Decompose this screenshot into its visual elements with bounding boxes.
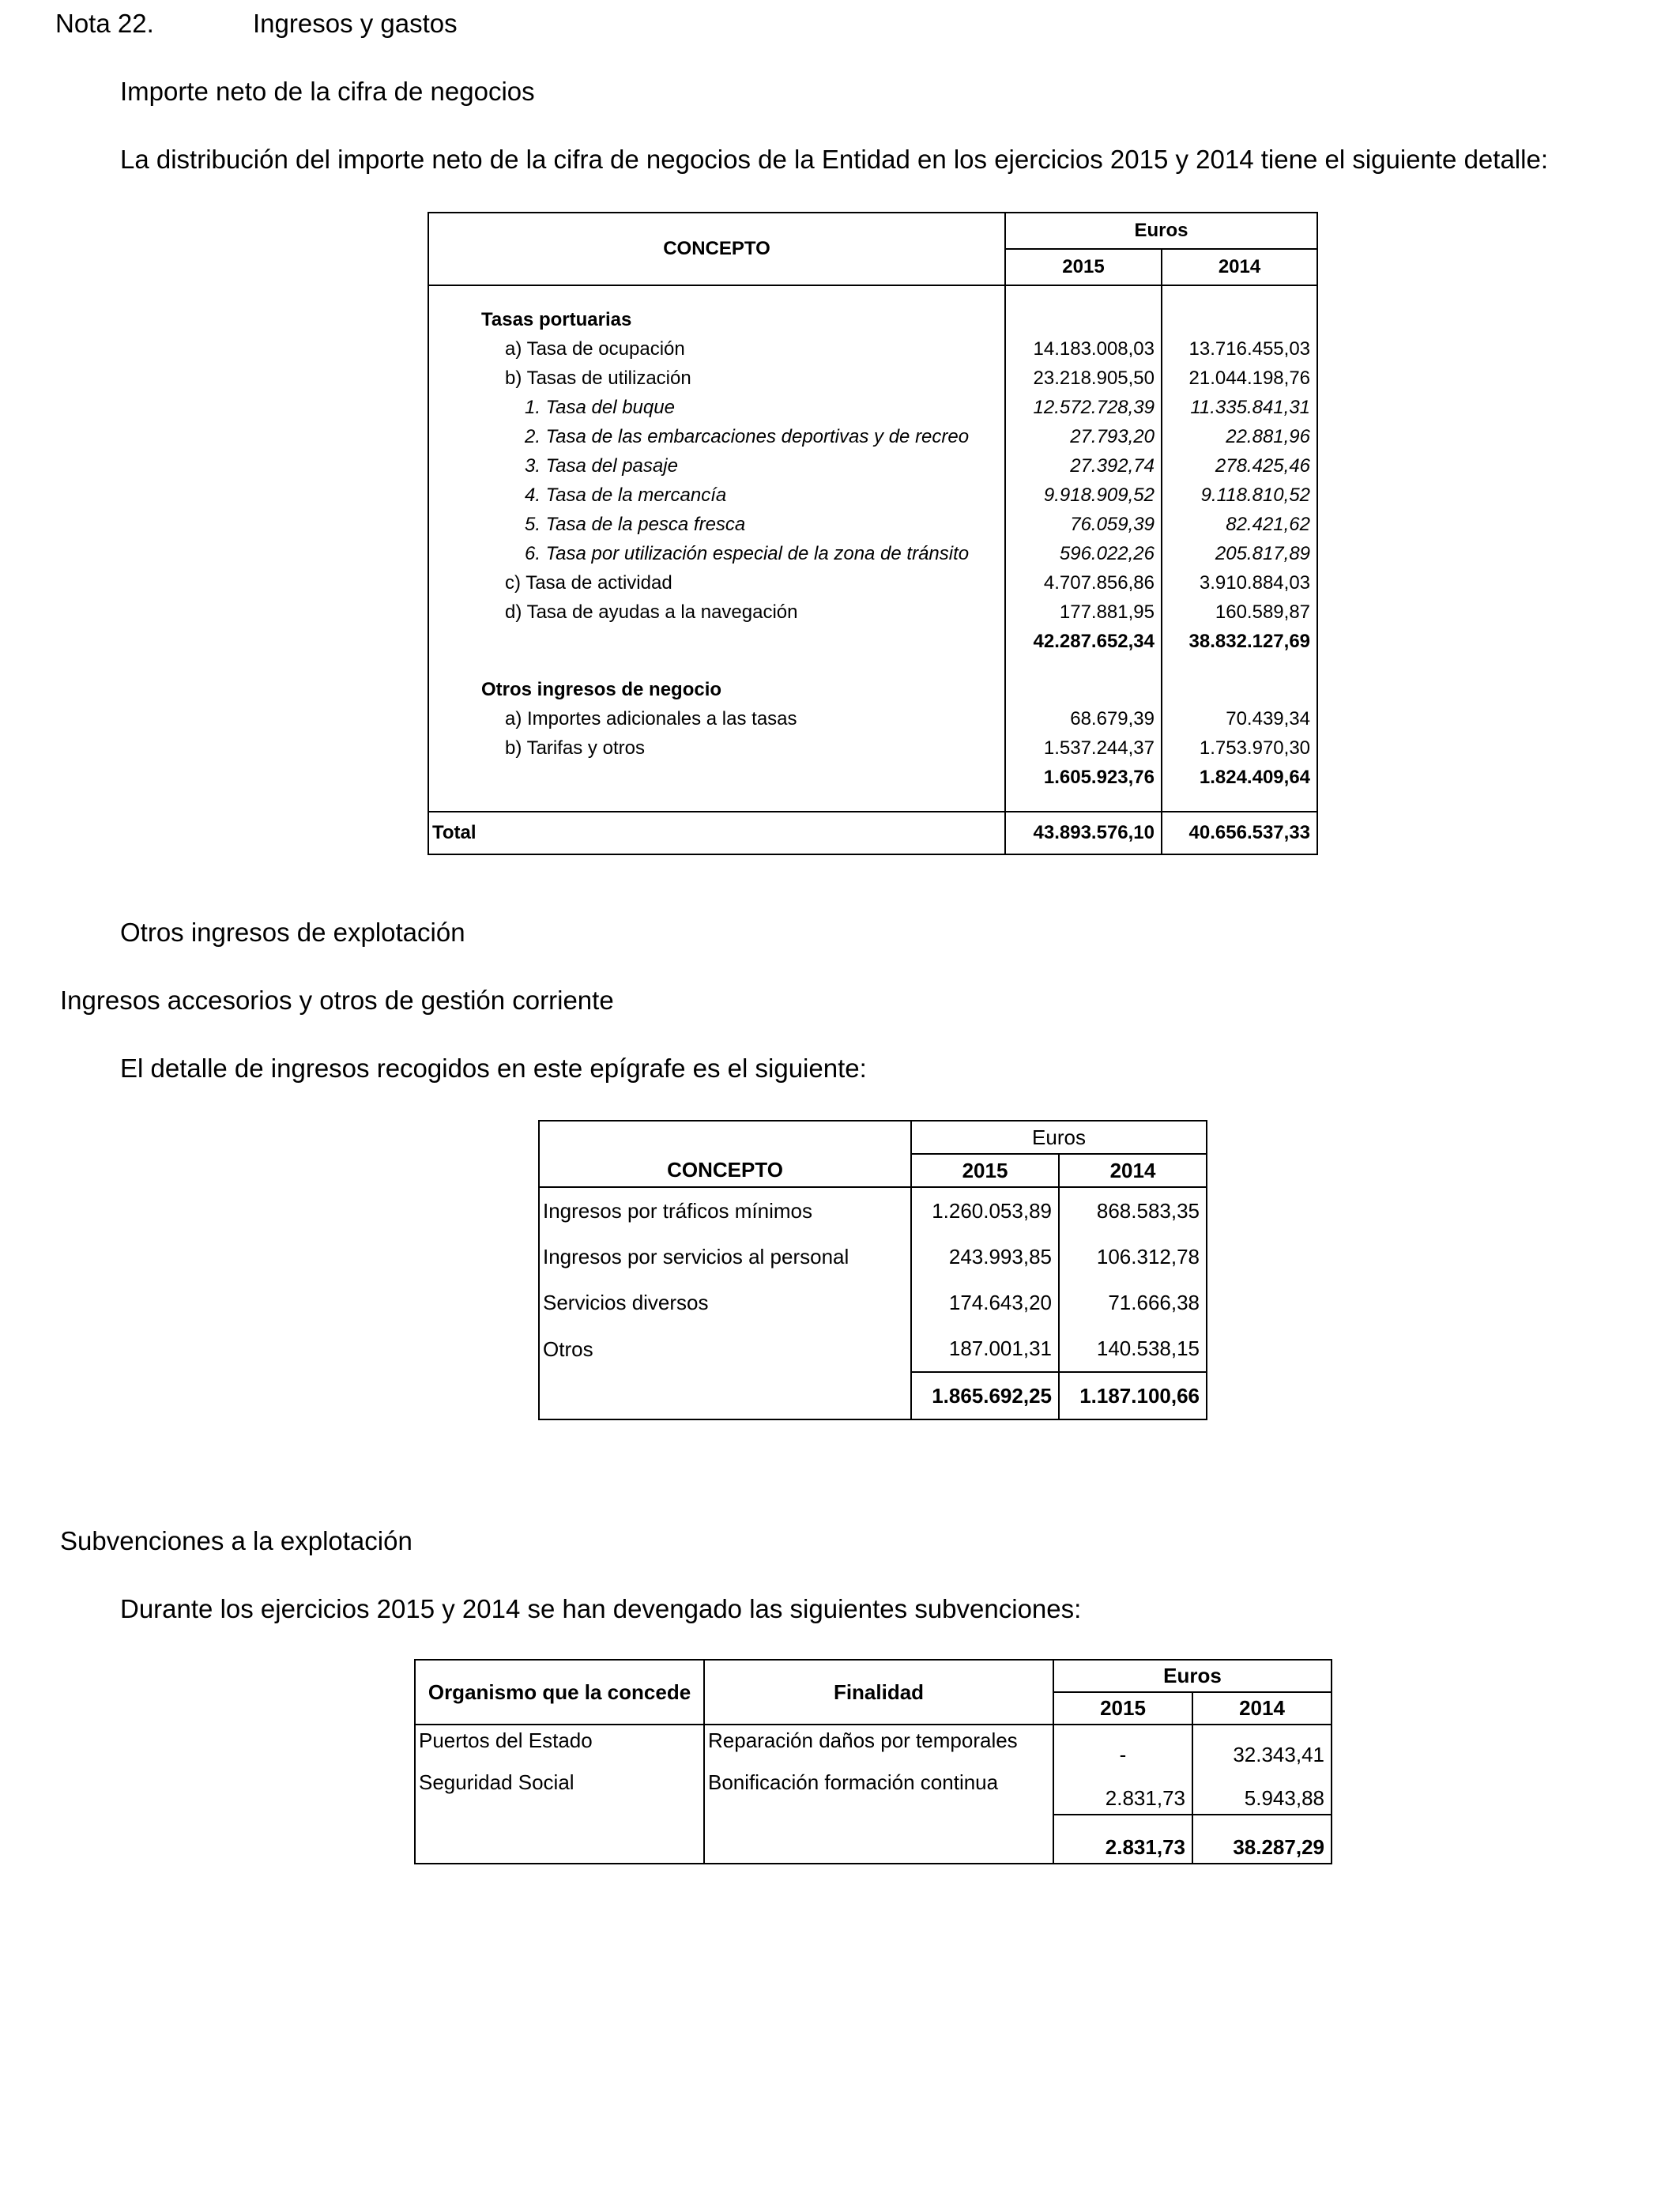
value-2014: 9.118.810,52 (1162, 481, 1317, 510)
row-label: b) Tasas de utilización (428, 364, 1005, 393)
accessory-income-table (538, 1120, 1207, 1420)
value-2015: 2.831,73 (1053, 1770, 1192, 1815)
row-label: Servicios diversos (539, 1280, 911, 1325)
row-purpose: Bonificación formación continua (704, 1770, 1053, 1815)
group-title: Otros ingresos de negocio (428, 675, 1005, 704)
value-2015: 243.993,85 (911, 1234, 1059, 1280)
value-2015: 1.260.053,89 (911, 1187, 1059, 1234)
row-label: 3. Tasa del pasaje (428, 451, 1005, 481)
total-2014: 40.656.537,33 (1162, 812, 1317, 854)
table-row (415, 1725, 1332, 1770)
value-2014: 5.943,88 (1192, 1770, 1332, 1815)
col-concept: CONCEPTO (428, 213, 1005, 285)
total-2015: 43.893.576,10 (1005, 812, 1162, 854)
value-2014: 868.583,35 (1059, 1187, 1207, 1234)
col-2015: 2015 (911, 1154, 1059, 1187)
value-2014: 140.538,15 (1059, 1325, 1207, 1372)
value-2015: 68.679,39 (1005, 704, 1162, 733)
subtotal-row (428, 763, 1317, 792)
total-2015: 2.831,73 (1053, 1815, 1192, 1864)
row-label: b) Tarifas y otros (428, 733, 1005, 763)
row-org: Seguridad Social (415, 1770, 704, 1815)
row-label: d) Tasa de ayudas a la navegación (428, 598, 1005, 627)
table-row (415, 1770, 1332, 1815)
row-label: Ingresos por tráficos mínimos (539, 1187, 911, 1234)
section-intro: Durante los ejercicios 2015 y 2014 se han devengado las siguientes subvenciones: (120, 1594, 1082, 1623)
value-2014: 205.817,89 (1162, 539, 1317, 568)
note-title: Ingresos y gastos (253, 9, 458, 38)
note-number: Nota 22. (55, 9, 154, 38)
value-2015: 4.707.856,86 (1005, 568, 1162, 598)
section-intro: El detalle de ingresos recogidos en este epígrafe es el siguiente: (120, 1054, 867, 1083)
value-2014: 106.312,78 (1059, 1234, 1207, 1280)
value-2014: 32.343,41 (1192, 1725, 1332, 1770)
value-2015: 12.572.728,39 (1005, 393, 1162, 422)
value-2015: 177.881,95 (1005, 598, 1162, 627)
value-2015: 9.918.909,52 (1005, 481, 1162, 510)
value-2015: 27.793,20 (1005, 422, 1162, 451)
total-label: Total (428, 812, 1005, 854)
value-2015: - (1053, 1725, 1192, 1770)
col-2014: 2014 (1162, 249, 1317, 285)
value-2014: 13.716.455,03 (1162, 334, 1317, 364)
value-2014: 70.439,34 (1162, 704, 1317, 733)
subtotal-2015: 1.605.923,76 (1005, 763, 1162, 792)
value-2015: 27.392,74 (1005, 451, 1162, 481)
subtotal-2014: 1.824.409,64 (1162, 763, 1317, 792)
table-row (428, 334, 1317, 364)
table-row (539, 1187, 1207, 1234)
value-2014: 11.335.841,31 (1162, 393, 1317, 422)
value-2014: 278.425,46 (1162, 451, 1317, 481)
table-row (428, 510, 1317, 539)
row-label: 5. Tasa de la pesca fresca (428, 510, 1005, 539)
row-label: Otros (539, 1325, 911, 1372)
row-label: c) Tasa de actividad (428, 568, 1005, 598)
col-2015: 2015 (1053, 1692, 1192, 1725)
value-2014: 71.666,38 (1059, 1280, 1207, 1325)
table-row (539, 1234, 1207, 1280)
row-label: 1. Tasa del buque (428, 393, 1005, 422)
section-intro: La distribución del importe neto de la cifra de negocios de la Entidad en los ejercicios 2015 y 2014 tiene el siguiente detalle: (120, 145, 1548, 174)
section-heading: Importe neto de la cifra de negocios (120, 77, 535, 106)
table-row (428, 568, 1317, 598)
value-2015: 174.643,20 (911, 1280, 1059, 1325)
value-2014: 21.044.198,76 (1162, 364, 1317, 393)
col-euros: Euros (1005, 213, 1317, 249)
subtotal-2015: 42.287.652,34 (1005, 627, 1162, 656)
subtotal-row (428, 627, 1317, 656)
total-row (428, 812, 1317, 854)
table-row (428, 733, 1317, 763)
value-2015: 23.218.905,50 (1005, 364, 1162, 393)
value-2015: 14.183.008,03 (1005, 334, 1162, 364)
total-row (539, 1372, 1207, 1419)
col-concept: CONCEPTO (539, 1154, 911, 1187)
col-2014: 2014 (1192, 1692, 1332, 1725)
row-label: 4. Tasa de la mercancía (428, 481, 1005, 510)
subsidies-table (414, 1659, 1332, 1864)
row-label: 2. Tasa de las embarcaciones deportivas y de recreo (428, 422, 1005, 451)
table-row (539, 1280, 1207, 1325)
row-label: 6. Tasa por utilización especial de la zona de tránsito (428, 539, 1005, 568)
table-row (428, 451, 1317, 481)
total-2015: 1.865.692,25 (911, 1372, 1059, 1419)
table-row (428, 539, 1317, 568)
value-2014: 3.910.884,03 (1162, 568, 1317, 598)
value-2015: 1.537.244,37 (1005, 733, 1162, 763)
col-euros: Euros (1053, 1660, 1332, 1692)
table-row (428, 422, 1317, 451)
row-purpose: Reparación daños por temporales (704, 1725, 1053, 1770)
row-label: a) Importes adicionales a las tasas (428, 704, 1005, 733)
col-euros: Euros (911, 1121, 1207, 1154)
table-row (428, 393, 1317, 422)
table-row (428, 305, 1317, 334)
value-2014: 82.421,62 (1162, 510, 1317, 539)
net-revenue-table (428, 212, 1318, 855)
subtotal-2014: 38.832.127,69 (1162, 627, 1317, 656)
table-row (428, 364, 1317, 393)
table-row (428, 598, 1317, 627)
value-2015: 187.001,31 (911, 1325, 1059, 1372)
table-row (428, 675, 1317, 704)
section-subheading: Ingresos accesorios y otros de gestión corriente (60, 986, 614, 1015)
group-title: Tasas portuarias (428, 305, 1005, 334)
table-row (539, 1325, 1207, 1372)
value-2015: 76.059,39 (1005, 510, 1162, 539)
row-label: a) Tasa de ocupación (428, 334, 1005, 364)
section-heading: Otros ingresos de explotación (120, 918, 465, 947)
total-row (415, 1815, 1332, 1864)
total-2014: 1.187.100,66 (1059, 1372, 1207, 1419)
value-2014: 22.881,96 (1162, 422, 1317, 451)
value-2014: 1.753.970,30 (1162, 733, 1317, 763)
row-org: Puertos del Estado (415, 1725, 704, 1770)
table-row (428, 481, 1317, 510)
value-2014: 160.589,87 (1162, 598, 1317, 627)
section-heading: Subvenciones a la explotación (60, 1526, 412, 1555)
table-row (428, 704, 1317, 733)
col-2014: 2014 (1059, 1154, 1207, 1187)
total-2014: 38.287,29 (1192, 1815, 1332, 1864)
value-2015: 596.022,26 (1005, 539, 1162, 568)
col-org: Organismo que la concede (415, 1660, 704, 1725)
col-purpose: Finalidad (704, 1660, 1053, 1725)
col-2015: 2015 (1005, 249, 1162, 285)
row-label: Ingresos por servicios al personal (539, 1234, 911, 1280)
